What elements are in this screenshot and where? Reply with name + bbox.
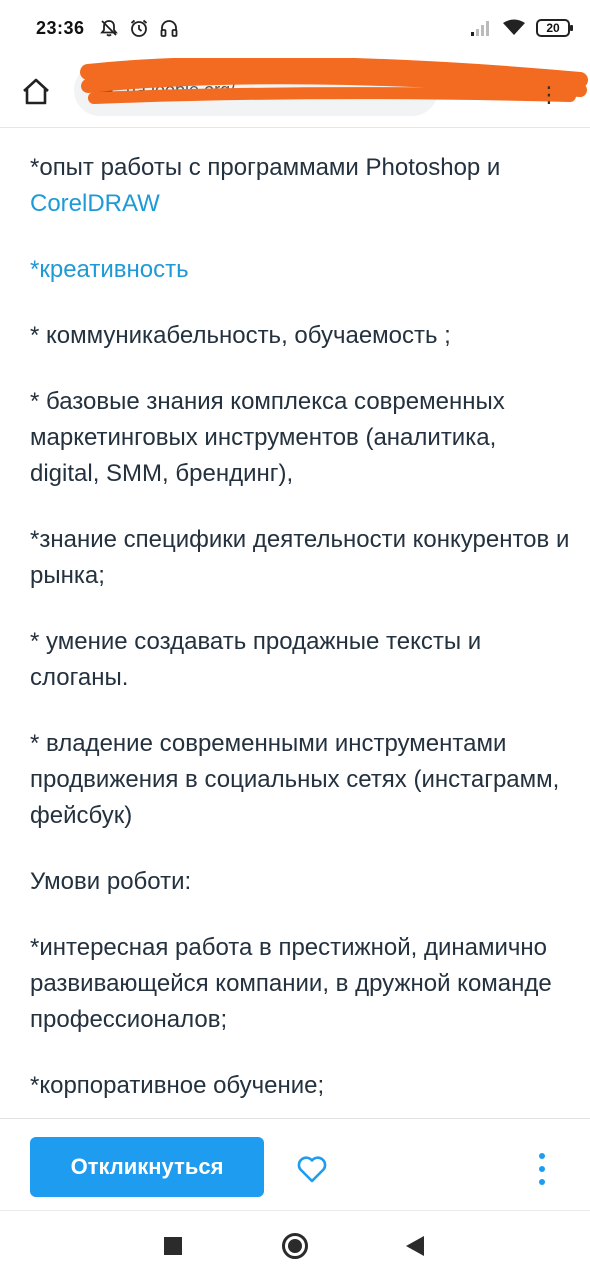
status-left (36, 18, 179, 39)
coreldraw-link[interactable]: CorelDRAW (30, 190, 160, 217)
requirement-text: *опыт работы с программами Photoshop и (30, 154, 501, 181)
requirement-item: * базовые знания комплекса современных маркетинговых инструментов (аналитика, digital, SMM, брендинг), (30, 388, 505, 487)
address-bar[interactable] (74, 64, 438, 116)
recents-button[interactable] (164, 1237, 182, 1255)
requirement-item: * коммуникабельность, обучаемость ; (30, 322, 451, 349)
lock-icon (98, 80, 114, 100)
condition-item: *корпоративное обучение; (30, 1072, 325, 1099)
home-button[interactable] (12, 68, 60, 116)
section-heading: Умови роботи: (30, 868, 192, 895)
status-right (470, 19, 570, 37)
back-button[interactable] (406, 1236, 424, 1256)
creativity-link[interactable]: *креативность (30, 256, 189, 283)
requirement-item: * умение создавать продажные тексты и слоганы. (30, 628, 482, 691)
battery-icon: 20 (536, 19, 570, 37)
home-nav-button[interactable] (282, 1233, 308, 1259)
mute-icon (99, 18, 119, 38)
browser-menu-icon[interactable]: ⋮ (538, 82, 560, 107)
more-options-icon[interactable] (532, 1153, 552, 1185)
status-bar (0, 0, 590, 56)
job-description (30, 128, 570, 1118)
headset-icon (159, 18, 179, 38)
home-icon (21, 77, 51, 107)
requirement-item: * владение современными инструментами продвижения в социальных сетях (инстаграмм, фейсбук) (30, 730, 560, 829)
favorite-heart-icon[interactable] (296, 1153, 328, 1185)
condition-item: *интересная работа в престижной, динамично развивающейся компании, в дружной команде профессионалов; (30, 934, 552, 1033)
requirement-item: *знание специфики деятельности конкурентов и рынка; (30, 526, 570, 589)
signal-icon (470, 19, 492, 37)
alarm-icon (129, 18, 149, 38)
status-time: 23:36 (36, 17, 85, 38)
wifi-icon (502, 19, 526, 37)
requirement-item (30, 150, 570, 222)
system-navigation-bar (0, 1210, 590, 1280)
action-bar (0, 1118, 590, 1210)
url-text: ua.jooble.org/… (126, 79, 254, 100)
apply-button[interactable]: Откликнуться (30, 1137, 264, 1197)
browser-toolbar (0, 56, 590, 128)
